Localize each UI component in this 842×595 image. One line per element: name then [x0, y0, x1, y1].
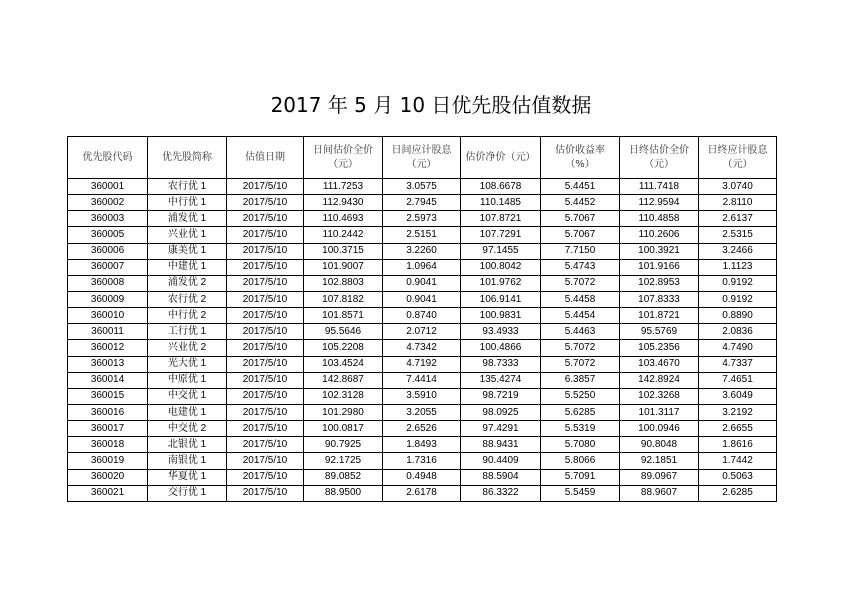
cell-valuation-date: 2017/5/10 — [227, 308, 304, 324]
cell-code: 360012 — [68, 340, 148, 356]
cell-short-name: 交行优 1 — [148, 485, 227, 501]
cell-code: 360002 — [68, 195, 148, 211]
cell-eod-accrued-dividend: 0.8890 — [699, 308, 777, 324]
cell-eod-full-price: 101.8721 — [620, 308, 699, 324]
cell-net-price: 97.4291 — [461, 421, 541, 437]
cell-eod-full-price: 100.3921 — [620, 243, 699, 259]
header-label: 估价收益率 — [555, 144, 605, 156]
cell-intraday-full-price: 107.8182 — [304, 291, 383, 307]
cell-eod-accrued-dividend: 3.0740 — [699, 179, 777, 195]
cell-valuation-date: 2017/5/10 — [227, 485, 304, 501]
cell-yield: 5.5319 — [541, 421, 620, 437]
table-row — [68, 404, 777, 420]
cell-eod-accrued-dividend: 1.8616 — [699, 437, 777, 453]
cell-intraday-accrued-dividend: 3.0575 — [383, 179, 461, 195]
cell-code: 360017 — [68, 421, 148, 437]
cell-valuation-date: 2017/5/10 — [227, 243, 304, 259]
cell-code: 360016 — [68, 404, 148, 420]
cell-intraday-full-price: 112.9430 — [304, 195, 383, 211]
cell-net-price: 108.6678 — [461, 179, 541, 195]
cell-yield: 5.5459 — [541, 485, 620, 501]
cell-eod-full-price: 92.1851 — [620, 453, 699, 469]
header-eod-full-price — [620, 137, 699, 179]
cell-eod-full-price: 110.2606 — [620, 227, 699, 243]
cell-short-name: 浦发优 1 — [148, 211, 227, 227]
cell-valuation-date: 2017/5/10 — [227, 388, 304, 404]
header-intraday-accrued-dividend — [383, 137, 461, 179]
cell-valuation-date: 2017/5/10 — [227, 195, 304, 211]
table-row — [68, 227, 777, 243]
cell-eod-accrued-dividend: 2.8110 — [699, 195, 777, 211]
header-intraday-full-price — [304, 137, 383, 179]
cell-intraday-full-price: 142.8687 — [304, 372, 383, 388]
cell-net-price: 106.9141 — [461, 291, 541, 307]
cell-intraday-accrued-dividend: 1.7316 — [383, 453, 461, 469]
cell-intraday-accrued-dividend: 2.6526 — [383, 421, 461, 437]
cell-net-price: 100.4866 — [461, 340, 541, 356]
cell-valuation-date: 2017/5/10 — [227, 179, 304, 195]
table-row — [68, 437, 777, 453]
cell-intraday-accrued-dividend: 0.9041 — [383, 275, 461, 291]
cell-short-name: 浦发优 2 — [148, 275, 227, 291]
cell-eod-accrued-dividend: 4.7490 — [699, 340, 777, 356]
header-unit: （元） — [406, 158, 437, 170]
table-body — [68, 179, 777, 502]
table-row — [68, 324, 777, 340]
cell-short-name: 北银优 1 — [148, 437, 227, 453]
cell-eod-accrued-dividend: 0.9192 — [699, 275, 777, 291]
header-eod-accrued-dividend — [699, 137, 777, 179]
cell-eod-full-price: 102.8953 — [620, 275, 699, 291]
cell-eod-accrued-dividend: 4.7337 — [699, 356, 777, 372]
cell-net-price: 98.0925 — [461, 404, 541, 420]
cell-eod-accrued-dividend: 2.5315 — [699, 227, 777, 243]
cell-short-name: 中原优 1 — [148, 372, 227, 388]
cell-valuation-date: 2017/5/10 — [227, 291, 304, 307]
cell-code: 360008 — [68, 275, 148, 291]
cell-valuation-date: 2017/5/10 — [227, 469, 304, 485]
cell-short-name: 农行优 2 — [148, 291, 227, 307]
header-label: 估值日期 — [245, 151, 285, 163]
cell-eod-full-price: 90.8048 — [620, 437, 699, 453]
cell-valuation-date: 2017/5/10 — [227, 437, 304, 453]
cell-code: 360003 — [68, 211, 148, 227]
cell-eod-full-price: 102.3268 — [620, 388, 699, 404]
cell-intraday-full-price: 95.5646 — [304, 324, 383, 340]
cell-eod-full-price: 89.0967 — [620, 469, 699, 485]
cell-net-price: 90.4409 — [461, 453, 541, 469]
cell-valuation-date: 2017/5/10 — [227, 404, 304, 420]
header-valuation-date — [227, 137, 304, 179]
cell-valuation-date: 2017/5/10 — [227, 324, 304, 340]
cell-code: 360010 — [68, 308, 148, 324]
header-row — [68, 137, 777, 179]
cell-eod-full-price: 107.8333 — [620, 291, 699, 307]
cell-eod-accrued-dividend: 2.6655 — [699, 421, 777, 437]
cell-code: 360015 — [68, 388, 148, 404]
cell-short-name: 康美优 1 — [148, 243, 227, 259]
cell-yield: 5.4463 — [541, 324, 620, 340]
cell-eod-accrued-dividend: 2.0836 — [699, 324, 777, 340]
cell-short-name: 农行优 1 — [148, 179, 227, 195]
cell-eod-full-price: 111.7418 — [620, 179, 699, 195]
cell-code: 360006 — [68, 243, 148, 259]
cell-valuation-date: 2017/5/10 — [227, 275, 304, 291]
table-row — [68, 469, 777, 485]
table-row — [68, 421, 777, 437]
table-row — [68, 275, 777, 291]
cell-short-name: 中建优 1 — [148, 259, 227, 275]
document-title: 2017 年 5 月 10 日优先股估值数据 — [270, 93, 592, 117]
cell-eod-full-price: 112.9594 — [620, 195, 699, 211]
cell-eod-full-price: 100.0946 — [620, 421, 699, 437]
header-yield — [541, 137, 620, 179]
cell-intraday-full-price: 110.4693 — [304, 211, 383, 227]
cell-intraday-full-price: 89.0852 — [304, 469, 383, 485]
table-row — [68, 340, 777, 356]
cell-intraday-accrued-dividend: 2.6178 — [383, 485, 461, 501]
header-unit: （元） — [328, 158, 358, 170]
cell-intraday-accrued-dividend: 1.0964 — [383, 259, 461, 275]
cell-code: 360020 — [68, 469, 148, 485]
cell-eod-accrued-dividend: 2.6137 — [699, 211, 777, 227]
cell-net-price: 100.8042 — [461, 259, 541, 275]
cell-eod-full-price: 101.9166 — [620, 259, 699, 275]
cell-net-price: 97.1455 — [461, 243, 541, 259]
cell-short-name: 华夏优 1 — [148, 469, 227, 485]
cell-valuation-date: 2017/5/10 — [227, 340, 304, 356]
cell-code: 360013 — [68, 356, 148, 372]
cell-valuation-date: 2017/5/10 — [227, 421, 304, 437]
cell-short-name: 中交优 2 — [148, 421, 227, 437]
cell-yield: 5.7072 — [541, 275, 620, 291]
cell-intraday-accrued-dividend: 0.9041 — [383, 291, 461, 307]
header-net-price — [461, 137, 541, 179]
cell-intraday-full-price: 111.7253 — [304, 179, 383, 195]
cell-short-name: 工行优 1 — [148, 324, 227, 340]
cell-code: 360014 — [68, 372, 148, 388]
cell-code: 360018 — [68, 437, 148, 453]
cell-net-price: 100.9831 — [461, 308, 541, 324]
cell-valuation-date: 2017/5/10 — [227, 227, 304, 243]
table-row — [68, 485, 777, 501]
cell-net-price: 101.9762 — [461, 275, 541, 291]
cell-eod-full-price: 95.5769 — [620, 324, 699, 340]
cell-eod-accrued-dividend: 2.6285 — [699, 485, 777, 501]
cell-intraday-accrued-dividend: 3.2260 — [383, 243, 461, 259]
header-code — [68, 137, 148, 179]
cell-yield: 5.7080 — [541, 437, 620, 453]
cell-eod-full-price: 105.2356 — [620, 340, 699, 356]
cell-intraday-full-price: 92.1725 — [304, 453, 383, 469]
cell-intraday-full-price: 101.9007 — [304, 259, 383, 275]
table-row — [68, 372, 777, 388]
cell-intraday-accrued-dividend: 2.5973 — [383, 211, 461, 227]
cell-yield: 5.8066 — [541, 453, 620, 469]
cell-intraday-full-price: 105.2208 — [304, 340, 383, 356]
cell-intraday-accrued-dividend: 2.0712 — [383, 324, 461, 340]
cell-short-name: 光大优 1 — [148, 356, 227, 372]
table-row — [68, 179, 777, 195]
table-row — [68, 211, 777, 227]
header-label: 日终估价全价 — [629, 144, 689, 156]
cell-short-name: 中行优 1 — [148, 195, 227, 211]
cell-intraday-full-price: 90.7925 — [304, 437, 383, 453]
cell-intraday-full-price: 101.8571 — [304, 308, 383, 324]
cell-intraday-full-price: 101.2980 — [304, 404, 383, 420]
cell-net-price: 107.8721 — [461, 211, 541, 227]
cell-yield: 5.4452 — [541, 195, 620, 211]
cell-yield: 5.4458 — [541, 291, 620, 307]
cell-yield: 5.7067 — [541, 211, 620, 227]
cell-yield: 5.4454 — [541, 308, 620, 324]
table-row — [68, 259, 777, 275]
header-label: 优先股简称 — [162, 151, 212, 163]
cell-eod-accrued-dividend: 0.9192 — [699, 291, 777, 307]
cell-net-price: 88.9431 — [461, 437, 541, 453]
cell-yield: 7.7150 — [541, 243, 620, 259]
cell-intraday-full-price: 110.2442 — [304, 227, 383, 243]
cell-intraday-accrued-dividend: 2.7945 — [383, 195, 461, 211]
cell-yield: 6.3857 — [541, 372, 620, 388]
cell-intraday-full-price: 103.4524 — [304, 356, 383, 372]
cell-intraday-full-price: 100.3715 — [304, 243, 383, 259]
cell-code: 360007 — [68, 259, 148, 275]
cell-intraday-accrued-dividend: 0.4948 — [383, 469, 461, 485]
header-label: 日间应计股息 — [391, 144, 452, 156]
cell-short-name: 兴业优 1 — [148, 227, 227, 243]
cell-net-price: 98.7219 — [461, 388, 541, 404]
cell-net-price: 135.4274 — [461, 372, 541, 388]
cell-intraday-accrued-dividend: 3.2055 — [383, 404, 461, 420]
cell-intraday-accrued-dividend: 3.5910 — [383, 388, 461, 404]
cell-valuation-date: 2017/5/10 — [227, 453, 304, 469]
table-row — [68, 291, 777, 307]
table-header — [68, 137, 777, 179]
table-row — [68, 388, 777, 404]
header-unit: （元） — [722, 158, 753, 170]
header-label: 优先股代码 — [82, 151, 133, 163]
cell-intraday-accrued-dividend: 7.4414 — [383, 372, 461, 388]
cell-net-price: 98.7333 — [461, 356, 541, 372]
cell-intraday-accrued-dividend: 4.7192 — [383, 356, 461, 372]
cell-yield: 5.4451 — [541, 179, 620, 195]
cell-yield: 5.4743 — [541, 259, 620, 275]
cell-eod-accrued-dividend: 3.2466 — [699, 243, 777, 259]
table-row — [68, 243, 777, 259]
cell-code: 360005 — [68, 227, 148, 243]
cell-eod-accrued-dividend: 7.4651 — [699, 372, 777, 388]
cell-eod-accrued-dividend: 0.5063 — [699, 469, 777, 485]
table-row — [68, 356, 777, 372]
cell-code: 360021 — [68, 485, 148, 501]
cell-eod-full-price: 88.9607 — [620, 485, 699, 501]
cell-valuation-date: 2017/5/10 — [227, 356, 304, 372]
table-row — [68, 453, 777, 469]
header-label: 日间估价全价 — [313, 144, 373, 156]
cell-intraday-accrued-dividend: 2.5151 — [383, 227, 461, 243]
cell-intraday-full-price: 102.8803 — [304, 275, 383, 291]
cell-yield: 5.5250 — [541, 388, 620, 404]
header-short-name — [148, 137, 227, 179]
cell-net-price: 110.1485 — [461, 195, 541, 211]
cell-net-price: 107.7291 — [461, 227, 541, 243]
cell-eod-full-price: 101.3117 — [620, 404, 699, 420]
cell-intraday-accrued-dividend: 4.7342 — [383, 340, 461, 356]
cell-yield: 5.6285 — [541, 404, 620, 420]
cell-yield: 5.7072 — [541, 356, 620, 372]
cell-valuation-date: 2017/5/10 — [227, 211, 304, 227]
cell-short-name: 中交优 1 — [148, 388, 227, 404]
cell-short-name: 中行优 2 — [148, 308, 227, 324]
cell-short-name: 电建优 1 — [148, 404, 227, 420]
cell-intraday-full-price: 102.3128 — [304, 388, 383, 404]
cell-eod-accrued-dividend: 1.1123 — [699, 259, 777, 275]
header-label: 估价净价（元） — [465, 151, 536, 163]
cell-valuation-date: 2017/5/10 — [227, 372, 304, 388]
cell-code: 360019 — [68, 453, 148, 469]
cell-yield: 5.7067 — [541, 227, 620, 243]
cell-net-price: 93.4933 — [461, 324, 541, 340]
cell-eod-accrued-dividend: 3.2192 — [699, 404, 777, 420]
cell-code: 360009 — [68, 291, 148, 307]
table-row — [68, 308, 777, 324]
cell-eod-accrued-dividend: 1.7442 — [699, 453, 777, 469]
cell-net-price: 88.5904 — [461, 469, 541, 485]
cell-code: 360001 — [68, 179, 148, 195]
valuation-table — [67, 136, 777, 502]
cell-eod-full-price: 103.4670 — [620, 356, 699, 372]
cell-intraday-full-price: 100.0817 — [304, 421, 383, 437]
cell-intraday-full-price: 88.9500 — [304, 485, 383, 501]
table-row — [68, 195, 777, 211]
cell-intraday-accrued-dividend: 0.8740 — [383, 308, 461, 324]
cell-valuation-date: 2017/5/10 — [227, 259, 304, 275]
cell-yield: 5.7072 — [541, 340, 620, 356]
cell-short-name: 南银优 1 — [148, 453, 227, 469]
cell-eod-full-price: 110.4858 — [620, 211, 699, 227]
header-label: 日终应计股息 — [707, 144, 768, 156]
cell-code: 360011 — [68, 324, 148, 340]
cell-eod-full-price: 142.8924 — [620, 372, 699, 388]
cell-intraday-accrued-dividend: 1.8493 — [383, 437, 461, 453]
cell-eod-accrued-dividend: 3.6049 — [699, 388, 777, 404]
cell-short-name: 兴业优 2 — [148, 340, 227, 356]
header-unit: （元） — [644, 158, 674, 170]
header-unit: （%） — [565, 158, 595, 170]
cell-net-price: 86.3322 — [461, 485, 541, 501]
cell-yield: 5.7091 — [541, 469, 620, 485]
